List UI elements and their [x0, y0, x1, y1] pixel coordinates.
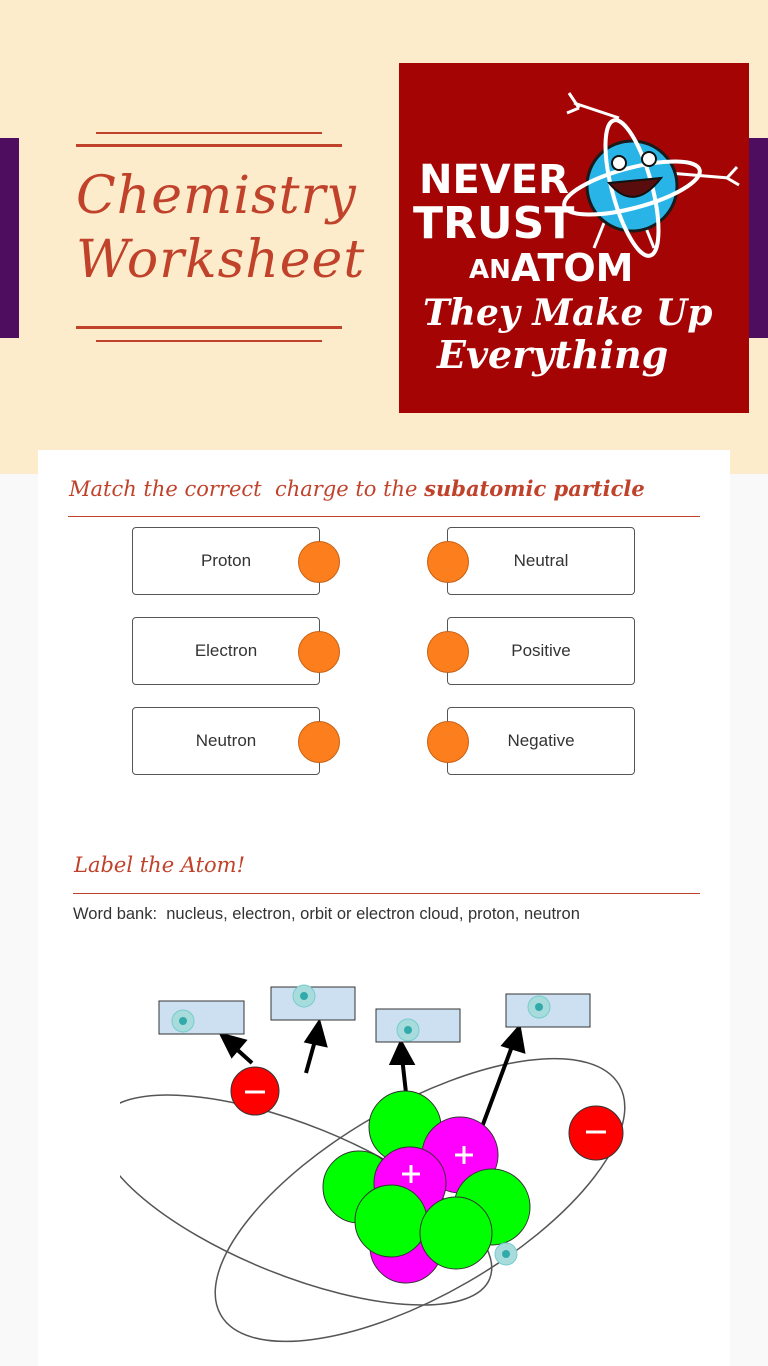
poster-line-3a: AN — [469, 255, 511, 285]
match-left-electron[interactable] — [132, 617, 320, 685]
match-left-label: Neutron — [195, 731, 257, 750]
poster-line-4: They Make Up — [423, 292, 713, 334]
poster-line-5: Everything — [437, 332, 669, 377]
neutron — [355, 1185, 427, 1257]
drop-marker-dot — [535, 1003, 543, 1011]
connector-dot-left-2[interactable] — [298, 631, 340, 673]
arrow-head-2 — [307, 1023, 325, 1045]
match-left-label: Proton — [200, 551, 252, 570]
match-left-neutron[interactable] — [132, 707, 320, 775]
drop-marker-dot — [404, 1026, 412, 1034]
connector-dot-left-1[interactable] — [298, 541, 340, 583]
label-box-1[interactable] — [159, 1001, 244, 1034]
right-accent-bar — [749, 138, 768, 338]
label-section-rule — [73, 893, 700, 894]
match-section-rule — [68, 516, 700, 517]
drop-marker-dot — [502, 1250, 510, 1258]
poster-line-3b: ATOM — [511, 246, 634, 290]
title-line-1: Chemistry — [76, 166, 357, 226]
title-rule-top-thick — [76, 144, 342, 147]
match-section-title — [69, 476, 645, 501]
drop-marker-dot — [300, 992, 308, 1000]
connector-dot-right-2[interactable] — [427, 631, 469, 673]
match-left-label: Electron — [194, 641, 258, 660]
drop-marker-dot — [179, 1017, 187, 1025]
connector-dot-right-3[interactable] — [427, 721, 469, 763]
match-right-positive[interactable] — [447, 617, 635, 685]
page-title — [76, 164, 366, 292]
title-rule-bottom-thin — [96, 340, 322, 342]
poster-line-2: TRUST — [413, 198, 575, 249]
title-line-2: Worksheet — [76, 230, 366, 290]
poster-artwork — [399, 63, 749, 413]
match-left-proton[interactable] — [132, 527, 320, 595]
atom-joke-poster — [399, 63, 749, 413]
match-title-prefix: Match the correct charge to the — [69, 477, 425, 501]
arrow-head-3 — [392, 1043, 412, 1063]
title-rule-bottom-thick — [76, 326, 342, 329]
atom-mascot-icon — [559, 93, 739, 261]
match-right-neutral[interactable] — [447, 527, 635, 595]
neutron — [420, 1197, 492, 1269]
match-right-label: Positive — [511, 641, 571, 660]
word-bank: Word bank: nucleus, electron, orbit or electron cloud, proton, neutron — [73, 905, 580, 923]
arrow-head-4 — [504, 1028, 523, 1051]
atom-diagram — [120, 975, 640, 1350]
hero-banner — [0, 0, 768, 474]
title-block — [76, 132, 366, 344]
match-right-label: Neutral — [513, 551, 569, 570]
match-right-label: Negative — [507, 731, 575, 750]
left-accent-bar — [0, 138, 19, 338]
title-rule-top-thin — [96, 132, 322, 134]
match-right-negative[interactable] — [447, 707, 635, 775]
connector-dot-left-3[interactable] — [298, 721, 340, 763]
arrow-to-label-4 — [482, 1041, 514, 1127]
connector-dot-right-1[interactable] — [427, 541, 469, 583]
poster-line-1: NEVER — [419, 157, 569, 203]
label-section-title: Label the Atom! — [74, 853, 246, 877]
match-title-bold: subatomic particle — [424, 476, 645, 501]
